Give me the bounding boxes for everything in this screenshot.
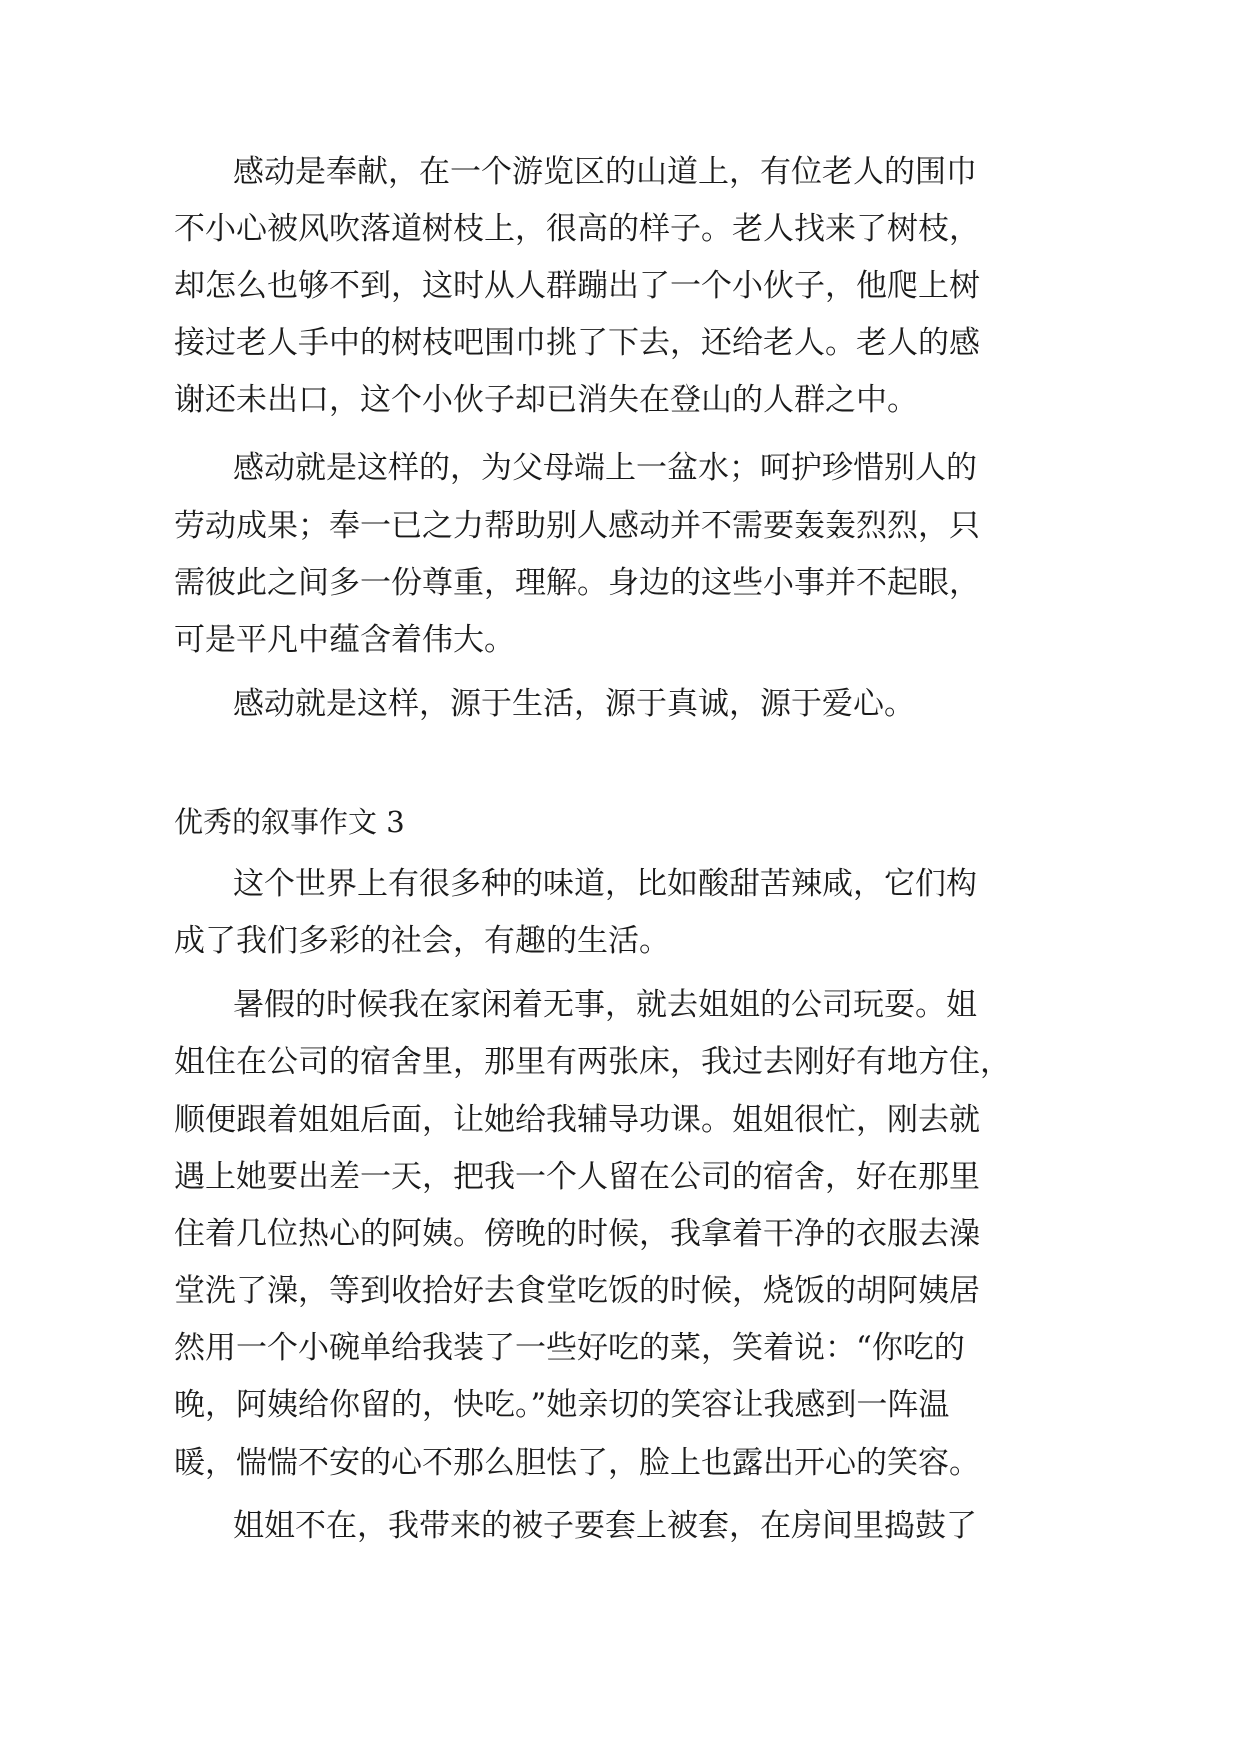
section-title: 优秀的叙事作文 3: [174, 805, 405, 839]
paragraph-line: 暖，惴惴不安的心不那么胆怯了，脸上也露出开心的笑容。: [174, 1445, 980, 1481]
paragraph-line: 谢还未出口，这个小伙子却已消失在登山的人群之中。: [174, 382, 918, 418]
paragraph-line: 遇上她要出差一天，把我一个人留在公司的宿舍，好在那里: [174, 1159, 980, 1195]
paragraph-line: 不小心被风吹落道树枝上，很高的样子。老人找来了树枝，: [174, 211, 980, 247]
paragraph-line: 成了我们多彩的社会，有趣的生活。: [174, 923, 670, 959]
paragraph-line: 顺便跟着姐姐后面，让她给我辅导功课。姐姐很忙，刚去就: [174, 1102, 980, 1138]
paragraph-line: 劳动成果；奉一已之力帮助别人感动并不需要轰轰烈烈，只: [174, 508, 980, 544]
paragraph-line: 可是平凡中蕴含着伟大。: [174, 622, 515, 658]
paragraph-line: 感动就是这样的，为父母端上一盆水；呵护珍惜别人的: [233, 450, 977, 486]
paragraph-line: 感动就是这样，源于生活，源于真诚，源于爱心。: [233, 686, 915, 722]
paragraph-line: 却怎么也够不到，这时从人群蹦出了一个小伙子，他爬上树: [174, 268, 980, 304]
paragraph-line: 然用一个小碗单给我装了一些好吃的菜，笑着说：“你吃的: [174, 1330, 965, 1366]
paragraph-line: 感动是奉献，在一个游览区的山道上，有位老人的围巾: [233, 154, 977, 190]
paragraph-line: 住着几位热心的阿姨。傍晚的时候，我拿着干净的衣服去澡: [174, 1216, 980, 1252]
paragraph-line: 晚，阿姨给你留的，快吃。”她亲切的笑容让我感到一阵温: [174, 1387, 950, 1423]
paragraph-line: 姐住在公司的宿舍里，那里有两张床，我过去刚好有地方住，: [174, 1044, 1011, 1080]
paragraph-line: 堂洗了澡，等到收拾好去食堂吃饭的时候，烧饭的胡阿姨居: [174, 1273, 980, 1309]
paragraph-line: 暑假的时候我在家闲着无事，就去姐姐的公司玩耍。姐: [233, 987, 977, 1023]
paragraph-line: 姐姐不在，我带来的被子要套上被套，在房间里捣鼓了: [233, 1508, 977, 1544]
paragraph-line: 接过老人手中的树枝吧围巾挑了下去，还给老人。老人的感: [174, 325, 980, 361]
paragraph-line: 需彼此之间多一份尊重，理解。身边的这些小事并不起眼，: [174, 565, 980, 601]
paragraph-line: 这个世界上有很多种的味道，比如酸甜苦辣咸，它们构: [233, 866, 977, 902]
